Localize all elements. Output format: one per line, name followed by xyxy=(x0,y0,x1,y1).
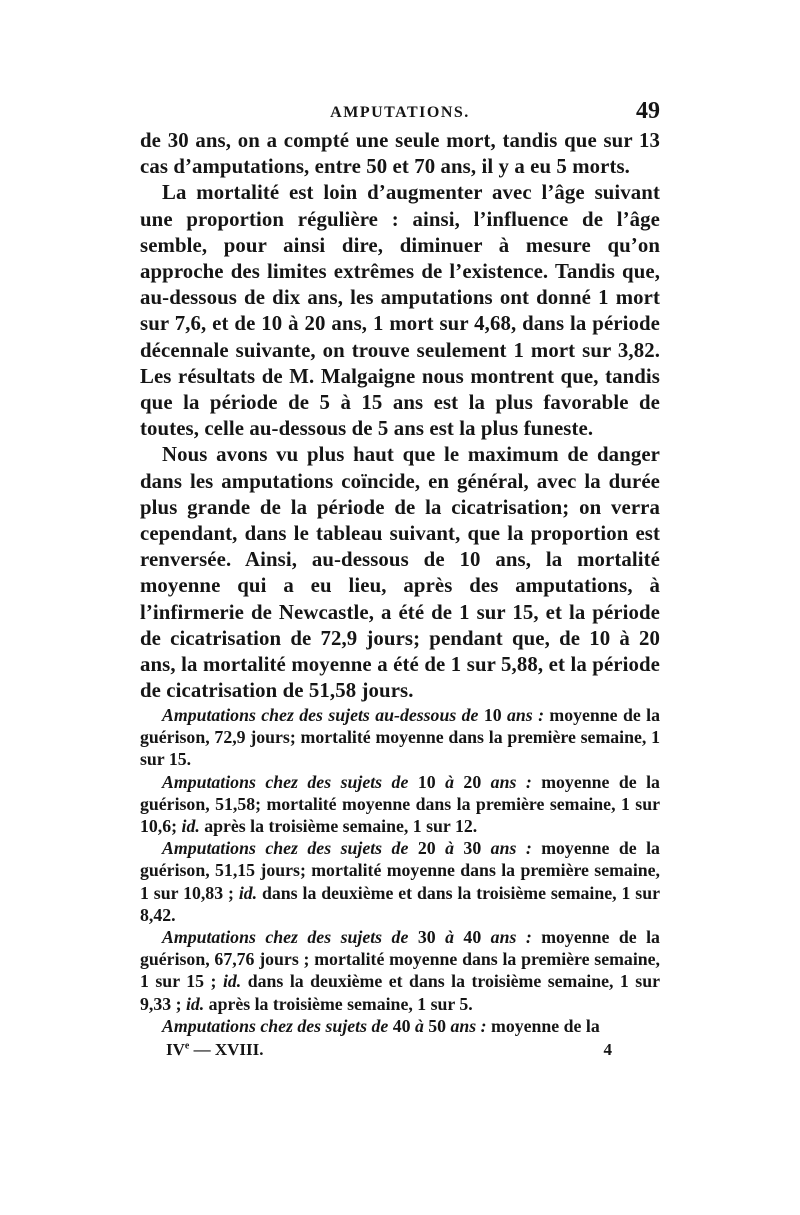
note-label: Amputations chez des sujets de xyxy=(162,1015,389,1036)
page-number: 49 xyxy=(636,98,660,124)
note-label: Amputations chez des sujets de xyxy=(162,838,409,859)
note-text-b: dans la deuxième et dans la troisième semaine, 1 sur 9,33 ; xyxy=(140,971,661,1014)
note-id: id. xyxy=(181,816,200,837)
note-age: 40 xyxy=(392,1015,411,1036)
note-unit: ans : xyxy=(507,705,545,725)
amputation-table xyxy=(140,704,660,1037)
printer-signature xyxy=(140,1040,660,1064)
signature-roman: IV xyxy=(166,1040,185,1059)
note-under-10 xyxy=(140,704,660,771)
note-conj: à xyxy=(445,838,454,859)
note-age: 30 xyxy=(417,927,436,948)
note-age-end: 30 xyxy=(463,838,482,859)
paragraph-1: de 30 ans, on a compté une seule mort, tandis que sur 13 cas d’amputations, entre 50 et 70 ans, il y a eu 5 morts. xyxy=(140,129,660,179)
note-unit: ans : xyxy=(450,1015,487,1036)
signature-sup: e xyxy=(184,1040,190,1052)
note-id: id. xyxy=(238,882,258,903)
signature-number: 4 xyxy=(603,1040,612,1059)
note-label: Amputations chez des sujets de xyxy=(162,771,409,792)
note-unit: ans : xyxy=(490,838,532,859)
note-age: 20 xyxy=(417,838,436,859)
running-head xyxy=(140,98,660,128)
note-conj: à xyxy=(445,927,454,948)
note-unit: ans : xyxy=(490,927,532,948)
note-30-40 xyxy=(140,926,660,1015)
note-text-c: après la troisième semaine, 1 sur 5. xyxy=(208,993,473,1014)
paragraph-2: La mortalité est loin d’augmenter avec l’âge suivant une proportion régulière : ainsi, l’influence de l’âge semble, pour ainsi dire, diminuer à mesure qu’on approche des limites extrêmes de l’existence. Tandis que, au-dessous de dix ans, les amputations ont donné 1 mort sur 7,6, et de 10 à 20 ans, 1 mort sur 4,68, dans la période décennale suivante, on trouve seulement 1 mort sur 3,82. Les résultats de M. Malgaigne nous montrent que, tandis que la période de 5 à 15 ans est la plus favorable de toutes, celle au-dessous de 5 ans est la plus funeste. xyxy=(140,181,660,441)
note-20-30 xyxy=(140,837,660,926)
signature-mark xyxy=(166,1040,264,1060)
note-id: id. xyxy=(222,971,242,992)
note-10-20 xyxy=(140,771,660,838)
signature-rest: — XVIII. xyxy=(193,1040,264,1059)
note-text: moyenne de la guérison, 67,76 jours ; mortalité moyenne dans la première semaine, 1 sur 15 ; xyxy=(140,927,660,992)
note-label: Amputations chez des sujets au-dessous de xyxy=(162,705,479,725)
note-40-50 xyxy=(140,1015,660,1037)
paragraph-3: Nous avons vu plus haut que le maximum de danger dans les amputations coïncide, en général, avec la durée plus grande de la période de la cicatrisation; on verra cependant, dans le tableau suivant, que la proportion est renversée. Ainsi, au-dessous de 10 ans, la mortalité moyenne qui a eu lieu, après des amputations, à l’infirmerie de Newcastle, a été de 1 sur 15, et la période de cicatrisation de 72,9 jours; pendant que, de 10 à 20 ans, la mortalité moyenne a été de 1 sur 5,88, et la période de cicatrisation de 51,58 jours. xyxy=(140,443,660,703)
note-unit: ans : xyxy=(490,771,532,792)
note-age: 10 xyxy=(483,705,502,725)
note-age-end: 50 xyxy=(428,1015,447,1036)
note-text: moyenne de la guérison, 72,9 jours; mortalité moyenne dans la première semaine, 1 sur 15. xyxy=(140,705,660,770)
note-text-b: après la troisième semaine, 1 sur 12. xyxy=(204,816,478,837)
note-text: moyenne de la guérison, 51,58; mortalité moyenne dans la première semaine, 1 sur 10,6; xyxy=(140,771,660,837)
running-title: AMPUTATIONS. xyxy=(330,104,470,121)
note-text: moyenne de la guérison, 51,15 jours; mortalité moyenne dans la première semaine, 1 sur 10,83 ; xyxy=(140,838,660,903)
note-age: 10 xyxy=(417,771,436,792)
note-conj: à xyxy=(414,1015,424,1036)
note-label: Amputations chez des sujets de xyxy=(162,927,409,948)
note-age-end: 40 xyxy=(463,927,482,948)
note-age-end: 20 xyxy=(463,771,482,792)
note-text: moyenne de la xyxy=(491,1015,600,1036)
note-text-b: dans la deuxième et dans la troisième semaine, 1 sur 8,42. xyxy=(140,882,660,925)
note-id-2: id. xyxy=(185,993,205,1014)
main-text xyxy=(140,128,660,704)
note-conj: à xyxy=(445,771,454,792)
